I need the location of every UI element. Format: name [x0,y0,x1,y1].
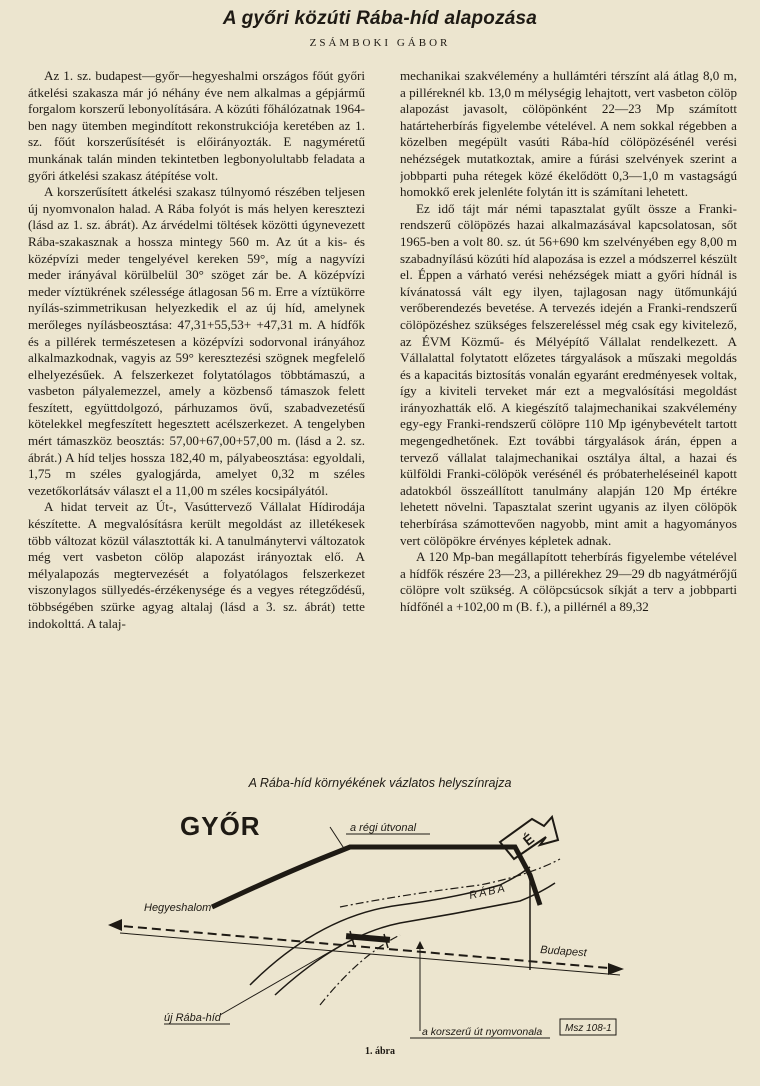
new-bridge-pointer [220,943,345,1015]
river-bank-lower [275,883,555,995]
paragraph: A 120 Mp-ban megállapított teherbírás figyelembe vételével a hídfők részére 23—23, a pillérekhez 29—29 db nagyátmérőjű cölöpre volt szükség. A cölöpcsúcsok síkját a terv a jobbparti hídfőnél a +102,00 m (B. f.), a pillérnél a 89,32 [400,549,737,614]
old-route-label: a régi útvonal [350,822,417,834]
figure-title: A Rába-híd környékének vázlatos helyszínrajza [248,776,512,790]
east-arrow-icon [608,963,624,975]
article-author: ZSÁMBOKI GÁBOR [309,37,451,49]
figure-caption: 1. ábra [365,1046,395,1057]
north-arrow-icon [500,817,558,859]
stamp-label: Msz 108-1 [565,1023,612,1034]
west-label: Hegyeshalom [144,902,212,914]
article-title: A győri közúti Rába-híd alapozása [222,8,538,29]
city-label: GYŐR [180,811,261,841]
old-route-line [212,847,540,907]
east-label: Budapest [539,944,587,960]
right-column [400,68,737,762]
paragraph: Az 1. sz. budapest—győr—hegyeshalmi országos főút győri átkelési szakasza már jó néhány éve nem alkalmas a gépjármű forgalom korszerű lebonyolítására. A közúti főhálózatnak 1964-ben nagy ütemben megindított rekonstrukciója keretében az 1. sz. főút korszerűsítését is előirányozták. E nagyméretű munkának talán minden tekintetben legbonyolultabb feladata a győri átkelési szakasz átépítése volt. [28,68,365,183]
old-route-pointer [330,827,345,850]
paragraph: A hidat terveit az Út-, Vasúttervező Vállalat Hídirodája készítette. A megvalósításra került megoldást az illetékesek több változat közül választották ki. A tanulmánytervi változatok még vert vasbeton cölöp alapozást irányoztak elő. A mélyalapozás megtervezését a folyatólagos felszerkezet viszonylagos süllyedés-érzékenysége és a vegyes rétegződésű, többségében szürke agyag altalaj (lásd a 3. sz. ábrát) tette indokolttá. A talaj- [28,499,365,631]
river-label: RÁBA [468,882,508,902]
paragraph: A korszerűsített átkelési szakasz túlnyomó részében teljesen új nyomvonalon halad. A Rába folyót is más helyen keresztezi (lásd az 1. sz. ábrát). Az árvédelmi töltések közötti úgynevezett Rába-szakasznak a hossza mintegy 560 m. Az út a kis- és középvízi meder tengelyével kereken 59°, míg a nagyvízi meder irányával körülbelül 30° szöget zár be. A középvízi meder víztükrének szélessége átlagosan 56 m. Erre a víztükörre nyílás-szimmetrikusan helyezkedik el az új híd, amelynek merőleges nyílásbeosztása: 47,31+55,53+ +47,31 m. A hídfők és a pillérek természetesen a középvízi sodorvonal irányához alkalmazkodnak, vagyis az 59° keresztezési szögnek megfelelő elhelyezésűek. A felszerkezet folytatólagos többtámaszú, a vasbeton pályalemezzel, amely a közbenső támaszok felett feszített, együttdolgozó, párhuzamos övű, szabadvezetésű kötelekkel megfeszített hegesztett acélszerkezet. A tengelyben mért támaszköz beosztás: 57,00+67,00+57,00 m. (lásd a 2. sz. ábrát.) A híd teljes hossza 182,40 m, pályabeosztása: egyoldali, 1,75 m széles gyalogjárda, amelyet 0,32 m széles vezetőkorlátsáv választ el a 11,00 m széles kocsipályától. [28,184,365,498]
new-bridge-label: új Rába-híd [164,1012,221,1024]
paragraph: mechanikai szakvélemény a hullámtéri térszínt alá átlag 8,0 m, a pilléreknél kb. 13,0 m mélységig lehajtott, vert vasbeton cölöp alapozást javasolt, cölöpönként 22—23 Mp számított határteherbírás figyelembe vételével. A nem sokkal régebben a közelben megépült vasúti Rába-híd cölöpözésénél verési nehézségek mutatkoztak, amire a fúrási szelvények szerint a jobbparti puha rétegek közé ékelődött 0,3—1,0 m vastagságú homokkő erek jelenléte folytán itt is számítani lehetett. [400,68,737,200]
west-arrow-icon [108,919,122,931]
left-column [28,68,365,762]
new-route-label: a korszerű út nyomvonala [422,1026,543,1038]
paragraph: Ez idő tájt már némi tapasztalat gyűlt össze a Franki-rendszerű cölöpözés hazai alkalmazásával kapcsolatosan, sőt 1965-ben a volt 80. sz. út 56+690 km szelvényében egy 8,00 m szabadnyílású közúti híd alapozása is ezzel a módszerrel készült el. Éppen a várható verési nehézségek miatt a győri hídnál is kívánatossá vált egy ilyen, tajlagosan nagy ütőmunkájú verőberendezés bevetése. A tervezés idején a Franki-rendszerű cölöpözéshez szükséges felszereléssel még csak egy kivitelező, az ÉVM Közmű- és Mélyépítő Vállalat rendelkezett. A Vállalattal folytatott előzetes tárgyalások a műszaki megoldás és a kapacitás biztosítás vonalán egyaránt eredményesek voltak, így a kiviteli terveket már ezt a megvalósítási megoldást irányozhatták elő. A kiegészítő talajmechanikai szakvélemény egy-egy Franki-rendszerű cölöpre 110 Mp igénybevételt tartott megengedhetőnek. Ezt további tárgyalások árán, éppen a tervező vállalat talajmechanikai osztálya által, a hazai és külföldi Franki-cölöpök verésénél és próbaterheléseinél kapott adatokból összeállított tanulmány alapján 120 Mp értékre lehetett növelni. Tapasztalat szerint ugyanis az ilyen cölöpök teherbírása számottevően nagyobb, mint amit a hagyományos vert cölöpökre érvényes képletek adnak. [400,200,737,548]
site-map [100,795,660,1041]
north-label: É [519,830,538,849]
